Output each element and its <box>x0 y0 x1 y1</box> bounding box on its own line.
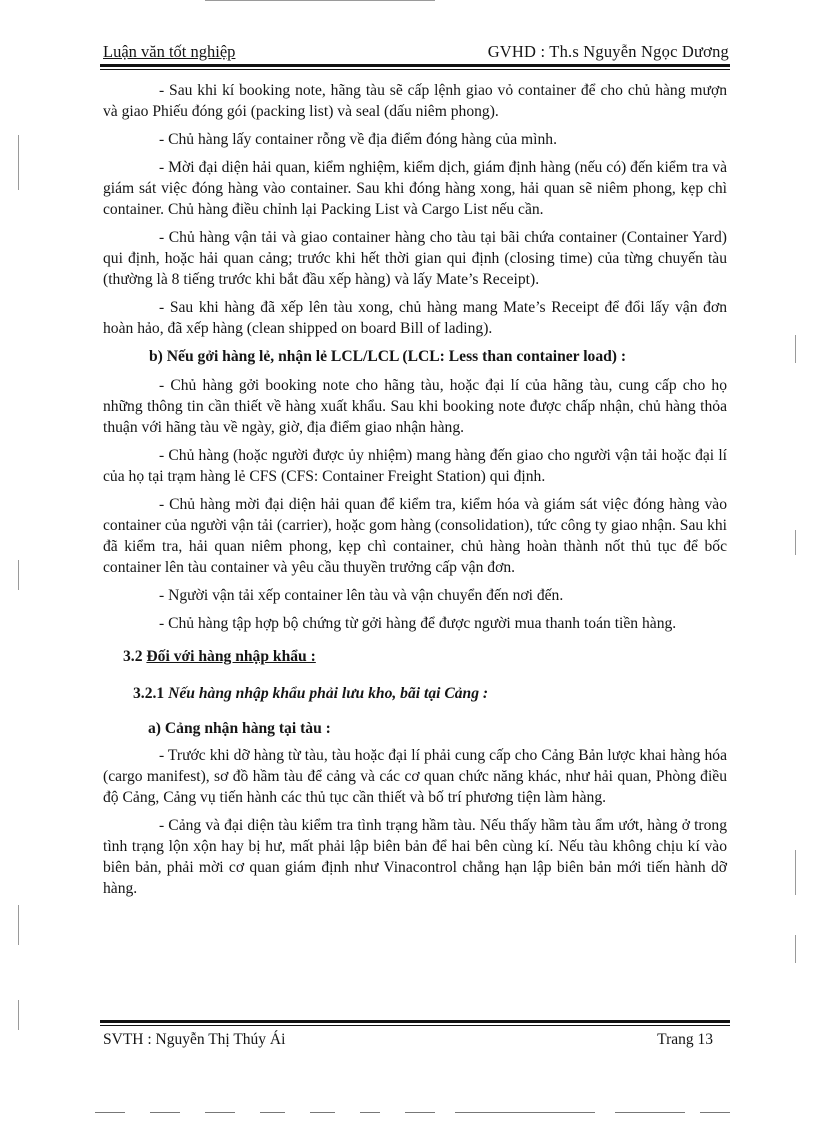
footer-rule-thin <box>100 1025 730 1026</box>
scan-edge <box>615 1112 685 1113</box>
scan-mark-left <box>18 1000 19 1030</box>
paragraph: - Chủ hàng tập hợp bộ chứng từ gởi hàng để được người mua thanh toán tiền hàng. <box>159 615 677 632</box>
footer-rule <box>100 1020 730 1023</box>
page-body <box>103 80 727 906</box>
page-header <box>103 42 729 66</box>
header-thesis-title: Luận văn tốt nghiệp <box>103 42 236 61</box>
scan-edge <box>455 1112 595 1113</box>
paragraph: - Chủ hàng mời đại diện hải quan để kiểm tra, kiểm hóa và giám sát việc đóng hàng vào container của người vận tải (carrier), hoặc gom hàng (consolidation), tức công ty giao nhận. Sau khi đã kiểm tra, hải quan niêm phong, kẹp chì container, chủ hàng hoàn thành nốt thủ tục để bốc container lên tàu container và yêu cầu thuyền trưởng cấp vận đơn. <box>103 496 728 576</box>
scan-mark-left <box>18 135 19 190</box>
scan-mark-right <box>795 935 796 963</box>
section-heading-3-2 <box>103 646 727 667</box>
scan-edge <box>405 1112 435 1113</box>
scan-edge <box>260 1112 285 1113</box>
scan-mark-top <box>205 0 435 1</box>
page-number: Trang 13 <box>657 1031 713 1048</box>
heading-number: 3.2.1 <box>133 685 165 702</box>
section-heading-b: b) Nếu gởi hàng lẻ, nhận lẻ LCL/LCL (LCL: Less than container load) : <box>149 348 627 365</box>
paragraph: - Người vận tải xếp container lên tàu và vận chuyển đến nơi đến. <box>159 587 564 604</box>
paragraph: - Mời đại diện hải quan, kiểm nghiệm, kiểm dịch, giám định hàng (nếu có) đến kiểm tra và giám sát việc đóng hàng vào container. Sau khi đóng hàng xong, hải quan sẽ niêm phong, kẹp chì container. Chủ hàng điều chỉnh lại Packing List và Cargo List nếu cần. <box>103 159 727 218</box>
paragraph: - Trước khi dỡ hàng từ tàu, tàu hoặc đại lí phải cung cấp cho Cảng Bản lược khai hàng hóa (cargo manifest), sơ đồ hầm tàu để cảng và các cơ quan chức năng khác, như hải quan, Phòng điều độ Cảng, Cảng vụ tiến hành các thủ tục cần thiết và bố trí phương tiện làm hàng. <box>103 747 727 806</box>
header-advisor: GVHD : Th.s Nguyễn Ngọc Dương <box>487 42 729 61</box>
footer-student: SVTH : Nguyễn Thị Thúy Ái <box>103 1031 286 1048</box>
section-heading-3-2-1 <box>103 683 727 704</box>
scan-edge <box>700 1112 730 1113</box>
scan-mark-right <box>795 530 796 555</box>
paragraph: - Chủ hàng (hoặc người được ủy nhiệm) mang hàng đến giao cho người vận tải hoặc đại lí của họ tại trạm hàng lẻ CFS (CFS: Container Freight Station) qui định. <box>103 447 727 485</box>
scan-edge <box>150 1112 180 1113</box>
heading-title: Nếu hàng nhập khẩu phải lưu kho, bãi tại Cảng : <box>168 685 489 702</box>
heading-number: 3.2 <box>123 648 143 665</box>
paragraph: - Chủ hàng lấy container rỗng về địa điểm đóng hàng của mình. <box>159 131 557 148</box>
header-rule <box>100 64 730 67</box>
paragraph: - Chủ hàng gởi booking note cho hãng tàu, hoặc đại lí của hãng tàu, cung cấp cho họ những thông tin cần thiết về hàng xuất khẩu. Sau khi booking note được chấp nhận, chủ hàng thỏa thuận với hãng tàu về ngày, giờ, địa điểm giao nhận hàng. <box>103 377 727 436</box>
section-heading-a: a) Cảng nhận hàng tại tàu : <box>148 720 331 737</box>
scan-edge <box>205 1112 235 1113</box>
paragraph: - Sau khi hàng đã xếp lên tàu xong, chủ hàng mang Mate’s Receipt để đổi lấy vận đơn hoàn hảo, đã xếp hàng (clean shipped on board Bill of lading). <box>103 299 727 337</box>
scan-mark-right <box>795 335 796 363</box>
scan-edge <box>310 1112 335 1113</box>
paragraph: - Sau khi kí booking note, hãng tàu sẽ cấp lệnh giao vỏ container để cho chủ hàng mượn và giao Phiếu đóng gói (packing list) và seal (dấu niêm phong). <box>103 82 727 120</box>
paragraph: - Chủ hàng vận tải và giao container hàng cho tàu tại bãi chứa container (Container Yard) qui định, hoặc hải quan cảng; trước khi hết thời gian qui định (closing time) của từng chuyến tàu (thường là 8 tiếng trước khi bắt đầu xếp hàng) và lấy Mate’s Receipt). <box>103 229 727 288</box>
scan-mark-right <box>795 850 796 895</box>
scan-mark-left <box>18 905 19 945</box>
scan-mark-left <box>18 560 19 590</box>
scan-edge <box>95 1112 125 1113</box>
scan-edge <box>360 1112 380 1113</box>
heading-title: Đối với hàng nhập khẩu : <box>146 648 316 665</box>
header-rule-thin <box>100 69 730 70</box>
paragraph: - Cảng và đại diện tàu kiểm tra tình trạng hầm tàu. Nếu thấy hầm tàu ẩm ướt, hàng ở trong tình trạng lộn xộn hay bị hư, mất phải lập biên bản để hai bên cùng kí. Nếu tàu không chịu kí vào biên bản, phải mời cơ quan giám định như Vinacontrol chẳng hạn lập biên bản mới tiến hành dỡ hàng. <box>103 817 727 897</box>
